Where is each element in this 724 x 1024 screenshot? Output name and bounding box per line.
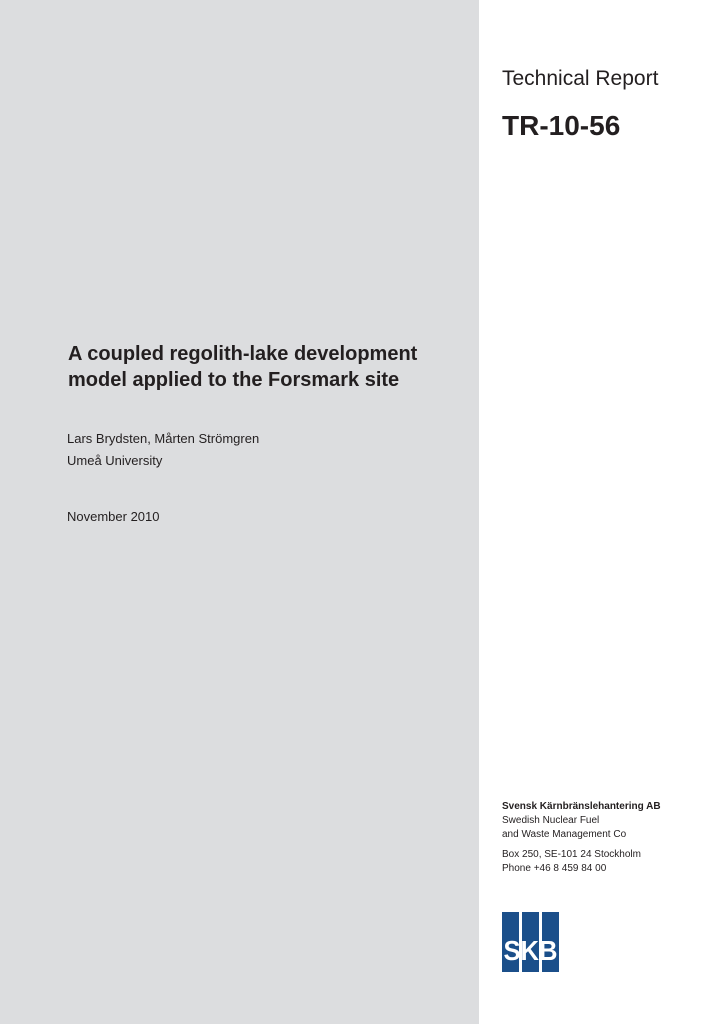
publisher-name: Svensk Kärnbränslehantering AB: [502, 801, 661, 812]
skb-logo: [502, 912, 559, 972]
publisher-block: [502, 800, 661, 876]
report-number: TR-10-56: [502, 110, 621, 141]
publisher-address: Box 250, SE-101 24 Stockholm: [502, 849, 641, 860]
publisher-name-english-line-2: and Waste Management Co: [502, 829, 627, 840]
svg-text:SKB: SKB: [503, 935, 558, 966]
report-title-line-2: model applied to the Forsmark site: [68, 369, 400, 391]
authors: Lars Brydsten, Mårten Strömgren: [67, 431, 260, 446]
affiliation: Umeå University: [67, 453, 163, 468]
publisher-phone: Phone +46 8 459 84 00: [502, 863, 607, 874]
report-title: [68, 341, 468, 393]
report-type-label: Technical Report: [502, 67, 659, 90]
publication-date: November 2010: [67, 509, 160, 524]
report-title-line-1: A coupled regolith-lake development: [68, 343, 418, 365]
publisher-name-english-line-1: Swedish Nuclear Fuel: [502, 815, 600, 826]
